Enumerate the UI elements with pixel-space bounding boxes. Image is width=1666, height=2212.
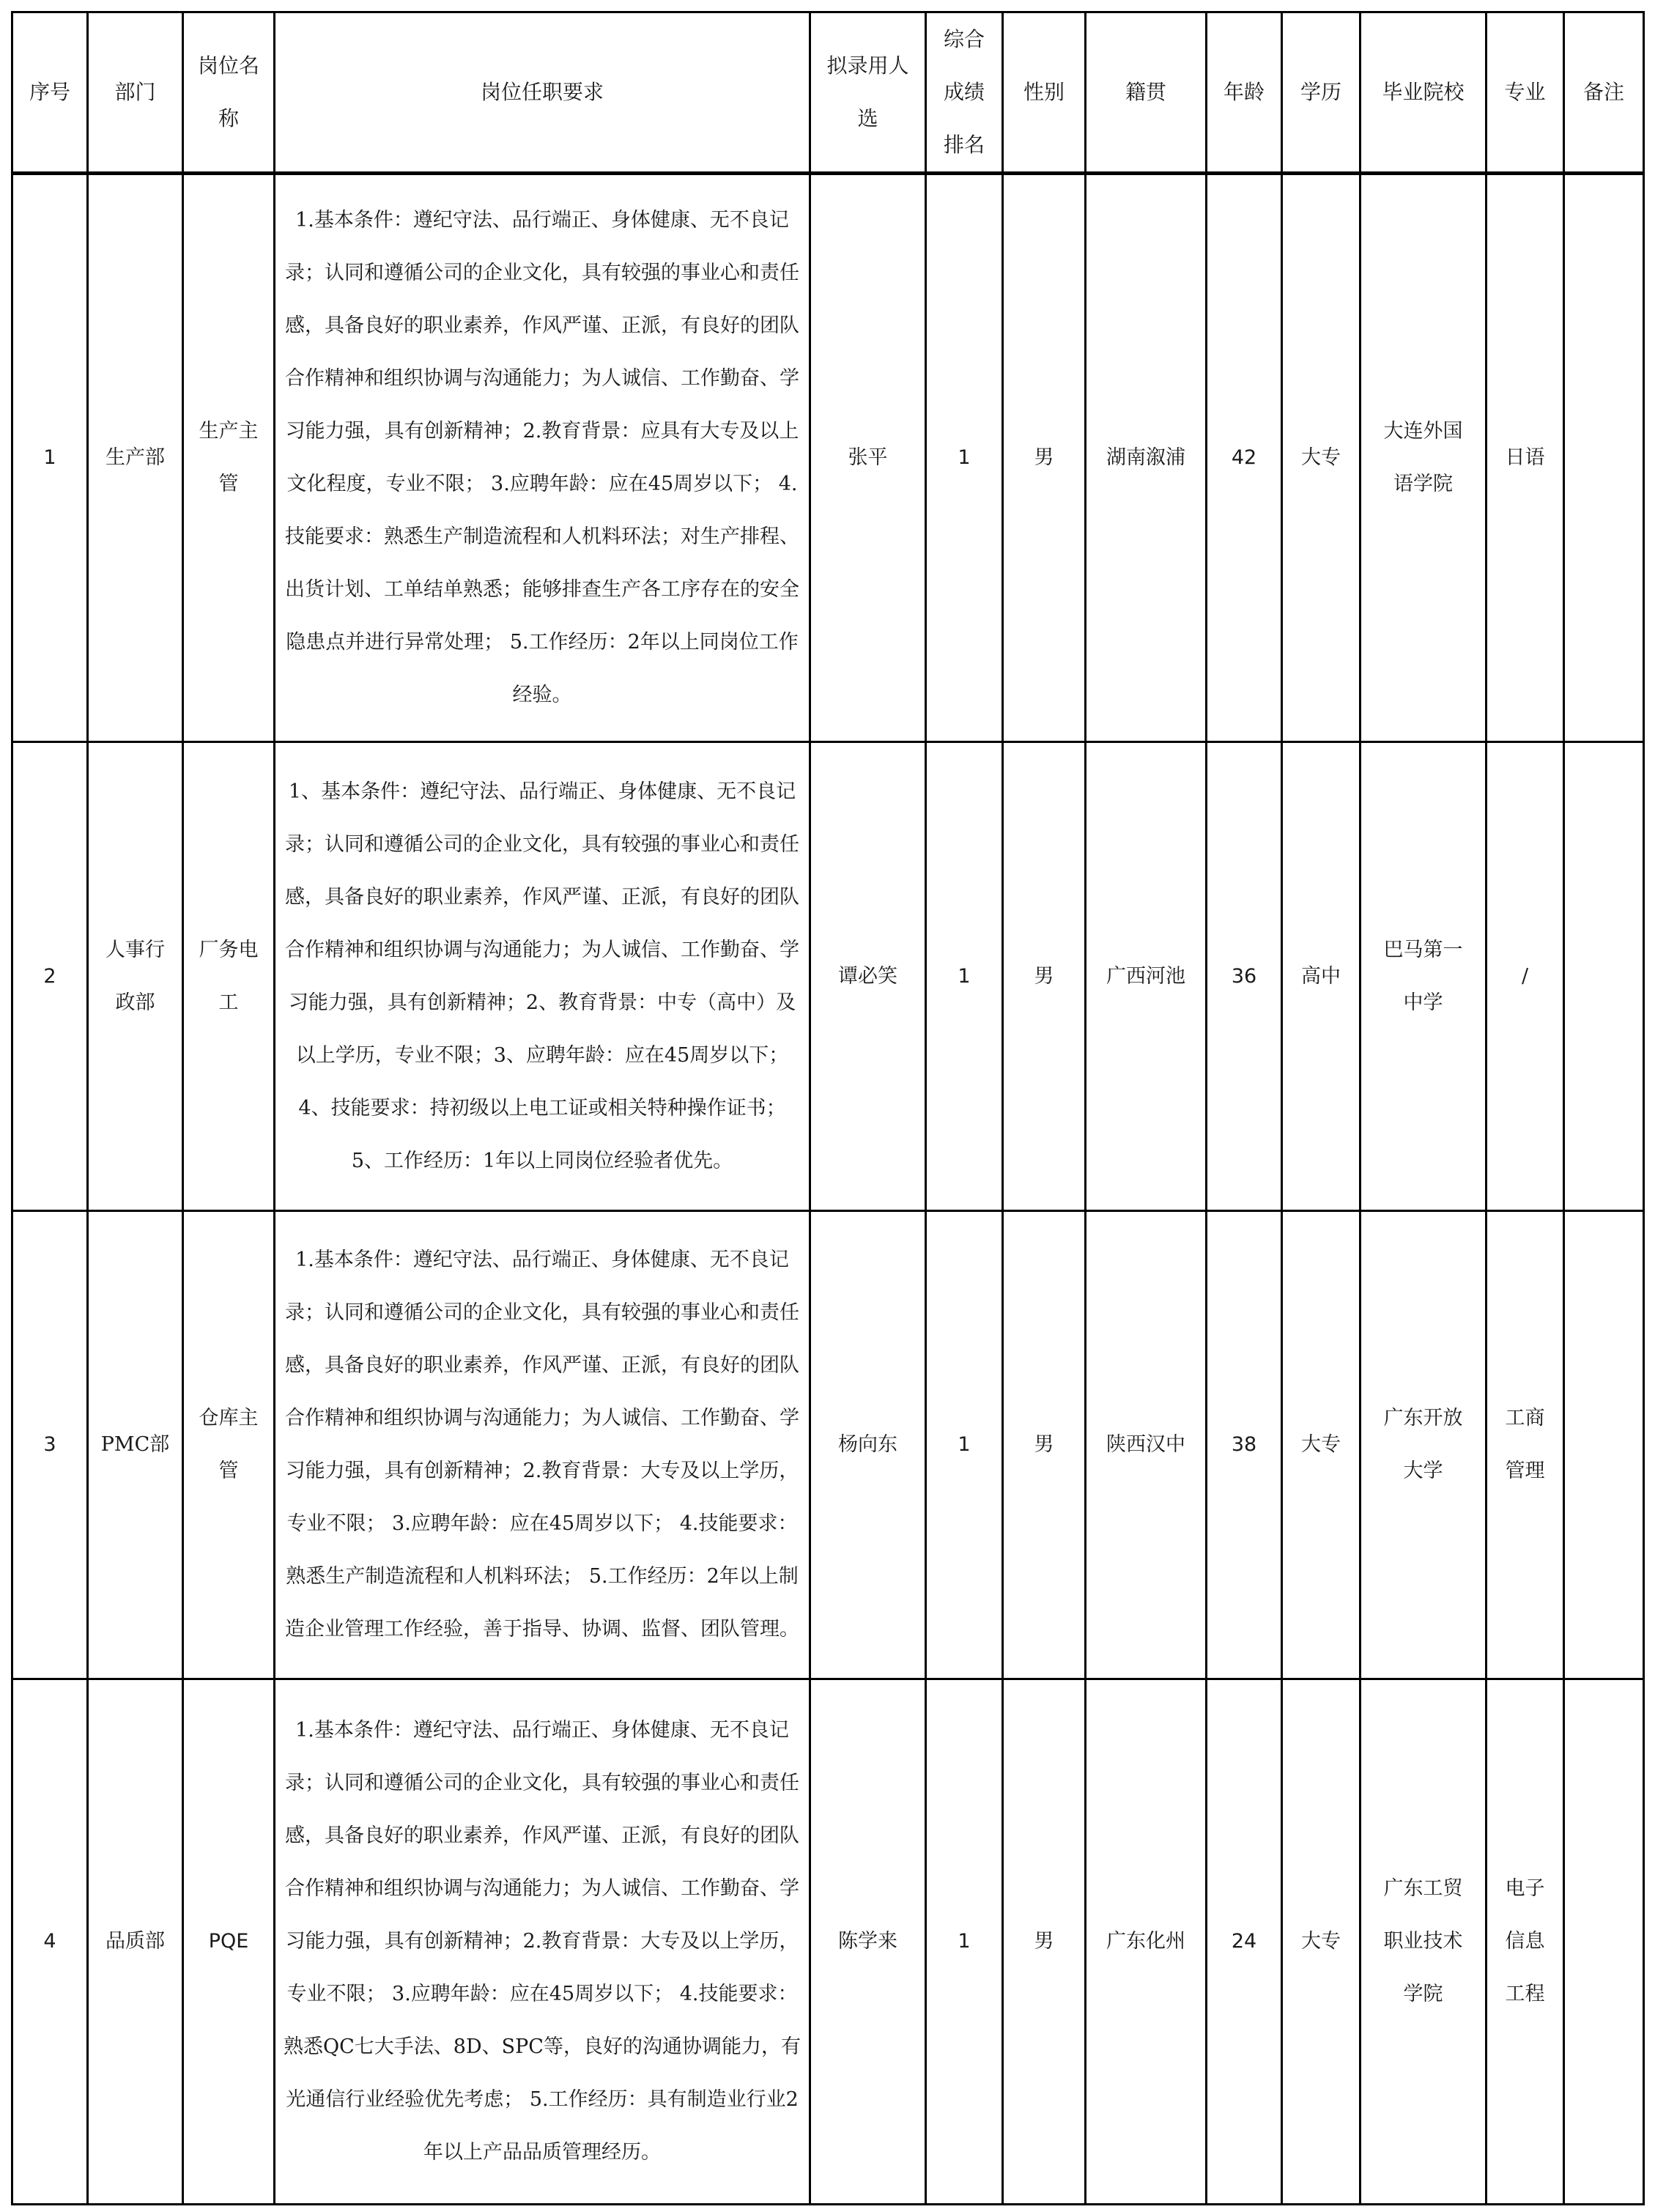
cell-education: 大专 (1282, 1679, 1360, 2205)
header-remarks: 备注 (1564, 12, 1644, 174)
cell-requirements: 1、基本条件：遵纪守法、品行端正、身体健康、无不良记录；认同和遵循公司的企业文化，具有较强的事业心和责任感，具备良好的职业素养，作风严谨、正派，有良好的团队合作精神和组织协调与沟通能力；为人诚信、工作勤奋、学习能力强，具有创新精神；2、教育背景：中专（高中）及以上学历，专业不限；3、应聘年龄：应在45周岁以下； 4、技能要求：持初级以上电工证或相关特种操作证书； 5、工作经历：1年以上同岗位经验者优先。 (275, 742, 810, 1211)
header-gender: 性别 (1003, 12, 1086, 174)
cell-education: 大专 (1282, 174, 1360, 742)
cell-school: 广东工贸职业技术学院 (1360, 1679, 1487, 2205)
cell-index: 4 (12, 1679, 88, 2205)
cell-age: 38 (1207, 1211, 1282, 1679)
cell-age: 42 (1207, 174, 1282, 742)
cell-candidate: 陈学来 (810, 1679, 926, 2205)
cell-remarks (1564, 1211, 1644, 1679)
cell-gender: 男 (1003, 174, 1086, 742)
table-row (12, 174, 1644, 742)
cell-candidate: 张平 (810, 174, 926, 742)
cell-rank: 1 (926, 742, 1003, 1211)
cell-native-place: 广西河池 (1086, 742, 1207, 1211)
cell-position: PQE (183, 1679, 275, 2205)
cell-gender: 男 (1003, 1211, 1086, 1679)
table-row (12, 1679, 1644, 2205)
cell-native-place: 广东化州 (1086, 1679, 1207, 2205)
cell-requirements: 1.基本条件：遵纪守法、品行端正、身体健康、无不良记录；认同和遵循公司的企业文化，具有较强的事业心和责任感，具备良好的职业素养，作风严谨、正派，有良好的团队合作精神和组织协调与沟通能力；为人诚信、工作勤奋、学习能力强，具有创新精神；2.教育背景：大专及以上学历，专业不限； 3.应聘年龄：应在45周岁以下； 4.技能要求：熟悉QC七大手法、8D、SPC等，良好的沟通协调能力，有光通信行业经验优先考虑； 5.工作经历：具有制造业行业2年以上产品品质管理经历。 (275, 1679, 810, 2205)
cell-education: 高中 (1282, 742, 1360, 1211)
cell-requirements: 1.基本条件：遵纪守法、品行端正、身体健康、无不良记录；认同和遵循公司的企业文化，具有较强的事业心和责任感，具备良好的职业素养，作风严谨、正派，有良好的团队合作精神和组织协调与沟通能力；为人诚信、工作勤奋、学习能力强，具有创新精神；2.教育背景：大专及以上学历，专业不限； 3.应聘年龄：应在45周岁以下； 4.技能要求：熟悉生产制造流程和人机料环法； 5.工作经历：2年以上制造企业管理工作经验，善于指导、协调、监督、团队管理。 (275, 1211, 810, 1679)
header-native-place: 籍贯 (1086, 12, 1207, 174)
cell-rank: 1 (926, 174, 1003, 742)
header-candidate: 拟录用人选 (810, 12, 926, 174)
cell-remarks (1564, 1679, 1644, 2205)
header-major: 专业 (1487, 12, 1564, 174)
cell-education: 大专 (1282, 1211, 1360, 1679)
cell-remarks (1564, 174, 1644, 742)
cell-school: 大连外国语学院 (1360, 174, 1487, 742)
cell-major: 日语 (1487, 174, 1564, 742)
header-department: 部门 (88, 12, 183, 174)
header-education: 学历 (1282, 12, 1360, 174)
cell-major: 工商管理 (1487, 1211, 1564, 1679)
cell-position: 仓库主管 (183, 1211, 275, 1679)
cell-department: 品质部 (88, 1679, 183, 2205)
cell-rank: 1 (926, 1679, 1003, 2205)
cell-school: 广东开放大学 (1360, 1211, 1487, 1679)
cell-index: 3 (12, 1211, 88, 1679)
cell-native-place: 陕西汉中 (1086, 1211, 1207, 1679)
cell-school: 巴马第一中学 (1360, 742, 1487, 1211)
header-index: 序号 (12, 12, 88, 174)
header-requirements: 岗位任职要求 (275, 12, 810, 174)
header-position: 岗位名称 (183, 12, 275, 174)
cell-native-place: 湖南溆浦 (1086, 174, 1207, 742)
table-row (12, 1211, 1644, 1679)
cell-department: PMC部 (88, 1211, 183, 1679)
cell-requirements: 1.基本条件：遵纪守法、品行端正、身体健康、无不良记录；认同和遵循公司的企业文化，具有较强的事业心和责任感，具备良好的职业素养，作风严谨、正派，有良好的团队合作精神和组织协调与沟通能力；为人诚信、工作勤奋、学习能力强，具有创新精神；2.教育背景：应具有大专及以上文化程度，专业不限； 3.应聘年龄：应在45周岁以下； 4.技能要求：熟悉生产制造流程和人机料环法；对生产排程、出货计划、工单结单熟悉；能够排查生产各工序存在的安全隐患点并进行异常处理； 5.工作经历：2年以上同岗位工作经验。 (275, 174, 810, 742)
cell-gender: 男 (1003, 1679, 1086, 2205)
table-row (12, 742, 1644, 1211)
hiring-roster-table (11, 11, 1645, 2205)
header-row (12, 12, 1644, 174)
cell-major: / (1487, 742, 1564, 1211)
header-age: 年龄 (1207, 12, 1282, 174)
cell-position: 厂务电工 (183, 742, 275, 1211)
cell-remarks (1564, 742, 1644, 1211)
cell-department: 生产部 (88, 174, 183, 742)
cell-age: 24 (1207, 1679, 1282, 2205)
cell-department: 人事行政部 (88, 742, 183, 1211)
cell-index: 1 (12, 174, 88, 742)
cell-major: 电子信息工程 (1487, 1679, 1564, 2205)
cell-age: 36 (1207, 742, 1282, 1211)
cell-candidate: 杨向东 (810, 1211, 926, 1679)
cell-rank: 1 (926, 1211, 1003, 1679)
cell-candidate: 谭必笑 (810, 742, 926, 1211)
header-school: 毕业院校 (1360, 12, 1487, 174)
header-rank: 综合成绩排名 (926, 12, 1003, 174)
cell-gender: 男 (1003, 742, 1086, 1211)
cell-index: 2 (12, 742, 88, 1211)
cell-position: 生产主管 (183, 174, 275, 742)
